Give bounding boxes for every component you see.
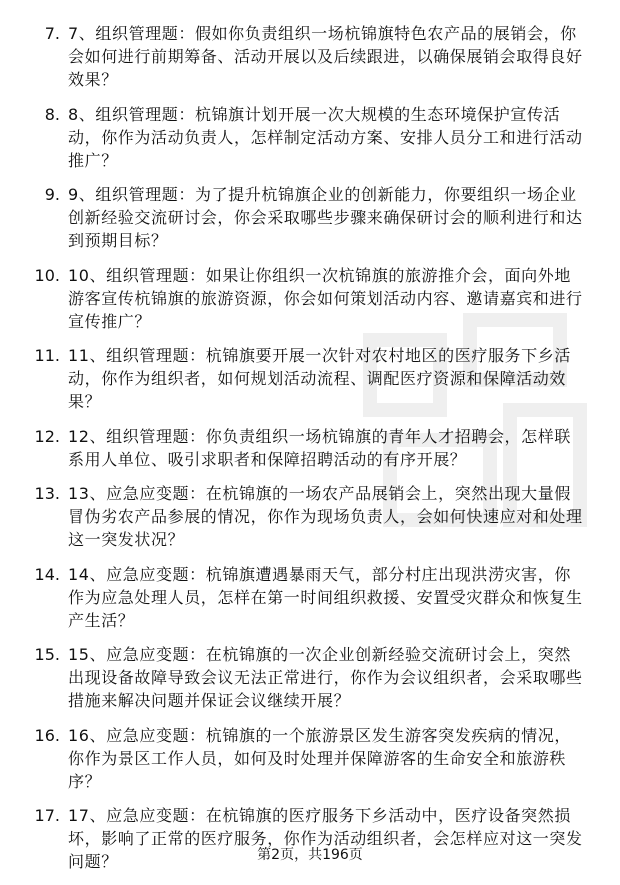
- question-text: 17、应急应变题：在杭锦旗的医疗服务下乡活动中，医疗设备突然损坏，影响了正常的医疗服务，你作为活动组织者，会怎样应对这一突发问题？: [68, 806, 583, 871]
- question-item: [0, 724, 620, 793]
- question-text: 14、应急应变题：杭锦旗遭遇暴雨天气，部分村庄出现洪涝灾害，你作为应急处理人员，怎样在第一时间组织救援、安置受灾群众和恢复生产生活？: [68, 564, 583, 630]
- question-number: 9.: [44, 185, 60, 204]
- question-number: 11.: [34, 346, 60, 365]
- question-number: 12.: [34, 426, 60, 446]
- question-text: 16、应急应变题：杭锦旗的一个旅游景区发生游客突发疾病的情况，你作为景区工作人员，如何及时处理并保障游客的生命安全和旅游秩序？: [68, 725, 571, 791]
- question-text: 10、组织管理题：如果让你组织一次杭锦旗的旅游推介会，面向外地游客宣传杭锦旗的旅游资源，你会如何策划活动内容、邀请嘉宾和进行宣传推广？: [68, 265, 583, 331]
- question-text: 12、组织管理题：你负责组织一场杭锦旗的青年人才招聘会，怎样联系用人单位、吸引求职者和保障招聘活动的有序开展？: [68, 426, 571, 469]
- question-text: 8、组织管理题：杭锦旗计划开展一次大规模的生态环境保护宣传活动，你作为活动负责人，怎样制定活动方案、安排人员分工和进行活动推广？: [68, 104, 583, 170]
- question-item: [0, 425, 620, 471]
- question-item: [0, 344, 620, 413]
- question-number: 13.: [34, 484, 60, 503]
- question-number: 17.: [34, 806, 60, 825]
- question-text: 15、应急应变题：在杭锦旗的一次企业创新经验交流研讨会上，突然出现设备故障导致会议无法正常进行，你作为会议组织者，会采取哪些措施来解决问题并保证会议继续开展？: [68, 645, 583, 710]
- question-item: [0, 22, 620, 91]
- question-number: 10.: [34, 265, 60, 285]
- question-list: [0, 22, 620, 885]
- question-text: 11、组织管理题：杭锦旗要开展一次针对农村地区的医疗服务下乡活动，你作为组织者，如何规划活动流程、调配医疗资源和保障活动效果？: [68, 346, 571, 411]
- question-text: 13、应急应变题：在杭锦旗的一场农产品展销会上，突然出现大量假冒伪劣农产品参展的情况，你作为现场负责人，会如何快速应对和处理这一突发状况？: [68, 484, 583, 549]
- question-number: 7.: [44, 24, 60, 43]
- question-text: 7、组织管理题：假如你负责组织一场杭锦旗特色农产品的展销会，你会如何进行前期筹备、活动开展以及后续跟进，以确保展销会取得良好效果？: [68, 24, 583, 89]
- question-item: [0, 264, 620, 333]
- question-item: [0, 643, 620, 712]
- question-item: [0, 482, 620, 551]
- question-number: 15.: [34, 645, 60, 664]
- question-number: 8.: [44, 104, 60, 124]
- question-item: [0, 563, 620, 632]
- question-item: [0, 183, 620, 252]
- question-number: 14.: [34, 564, 60, 584]
- page-footer: 第2页，共196页: [257, 847, 363, 863]
- question-item: [0, 103, 620, 172]
- question-number: 16.: [34, 725, 60, 745]
- question-text: 9、组织管理题：为了提升杭锦旗企业的创新能力，你要组织一场企业创新经验交流研讨会，你会采取哪些步骤来确保研讨会的顺利进行和达到预期目标？: [68, 185, 583, 250]
